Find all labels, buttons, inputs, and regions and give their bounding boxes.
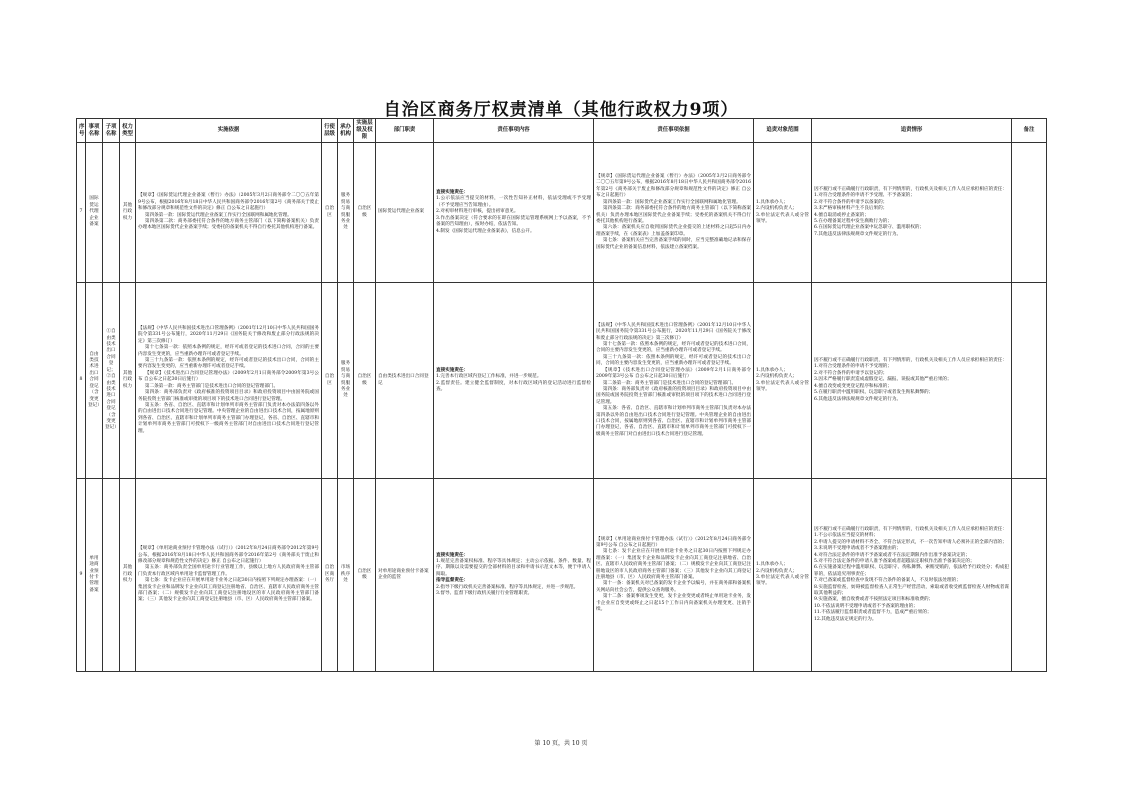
responsibility-label: 直接实施责任： [436,367,469,373]
paragraph: 3.单位法定代表人或分管领导。 [756,212,809,224]
implementation-scope: 自治区级 [354,143,376,283]
department-duty: 自由类技术进出口合同登记 [376,283,434,479]
column-header: 子项名称 [103,119,120,143]
paragraph: 4.擅自取消或停止备案的； [814,212,869,218]
paragraph: 第七条：发卡企业应在开展单用途卡业务之日起30日内按照下列规定办理备案：（一）集团发卡企业和品牌发卡企业向其工商登记注册地省、自治区、直辖市人民政府商务主管部门备案；（二）规模发卡企业向其工商登记注册地设区的市人民政府商务主管部门备案；（三）其他发卡企业向其工商登记注册地县（市、区）人民政府商务主管部门备案。 [596,549,751,580]
paragraph: 【规章】《技术进出口合同登记管理办法》（2009年2月1日商务部令2009年第3号公布 自公布之日起30日后施行） [596,367,751,380]
power-type: 其他行政权力 [120,143,136,283]
item-name: 自由类技术进出口合同登记（含变更登记） [86,283,103,479]
paragraph: 3.单位法定代表人或分管领导。 [756,575,809,587]
responsibility-label: 直接实施责任： [436,190,469,196]
paragraph: 6.在国际货运代理企业备案中玩忽职守、滥用职权的； [814,225,925,231]
paragraph: 3.未严格审核材料产生不良后果的； [814,206,888,212]
paragraph: 【法规】《中华人民共和国技术进出口管理条例》（2001年12月10日中华人民共和国国务院令第331号公布施行，2020年11月29日《国务院关于修改和废止部分行政法规的决定》第三次修订） [596,322,751,341]
paragraph: 3.单位法定代表人或分管领导。 [756,380,809,392]
department-duty: 对单用途商业预付卡备案企业的监管 [376,479,434,672]
responsibility-basis [594,479,754,672]
paragraph: 4.对符合法定条件的申请不予备案或者不在法定期限内作出准予备案决定的； [814,552,970,558]
paragraph: 8.实施监督检查，妨碍被监督检查人正常生产经营活动，索取或者收受被监督检查人财物或者谋取其他利益的； [814,584,1009,597]
paragraph: 1.具体承办人； [756,562,788,568]
column-header: 实施依据 [136,119,322,143]
responsibility-basis [594,143,754,283]
paragraph: 2.内设机构负责人； [756,206,798,212]
column-header: 序号 [77,119,86,143]
paragraph: 12.其他违反法定规定的行为。 [814,616,877,622]
paragraph: 第十七条第一款：依照本条例的规定，经许可或者登记的技术进口合同，合同的主要内容发生变更的，应当重新办理许可或者登记手续。 [138,345,319,357]
paragraph: 5.在办理备案过程中发生腐败行为的； [814,218,892,224]
column-header: 责任事项内容 [434,119,594,143]
paragraph: 第三十九条第一款：依照本条例的规定，经许可或者登记的技术出口合同，合同的主要内容发生变更的，应当重新办理许可或者登记手续。 [138,358,319,370]
paragraph: 【规章】《单用途商业预付卡管理办法（试行）》（2012年8月24日商务部令2012年第9号公布，根据2016年8月18日中华人民共和国商务部令2016年第2号《商务部关于废止和修改部分规章和规范性文件的决定》修正 自公布之日起施行） [138,546,319,564]
accountability-target [754,143,812,283]
paragraph: 指导监督责任： [436,578,469,584]
paragraph: 11.不依法履行监督职责或者监督不力，造成严重后果的； [814,610,932,616]
paragraph: 3.未说明不受理申请或者不予备案理由的； [814,546,902,552]
paragraph: 第六条：备案机关应自收到国际货代企业提交的上述材料之日起5日内办理备案手续，在《备案表》上加盖备案印章。 [596,225,751,237]
paragraph: 第四条：商务部负责对《政府核准的投资项目目录》和政府投资项目中由国务院或国务院投资主管部门核准或审批的项目项下的技术进口合同进行登记管理。 [138,390,319,402]
paragraph: 1.公示依法应当提交的材料，一次性告知补正材料，依法受理或不予受理（不予受理应当告知理由）。 [436,196,591,208]
sub-item-name: ①自由类技术出口合同登记；②自由类技术进口合同登记（含变更登记） [103,283,120,479]
column-header: 事项名称 [86,119,103,143]
item-name: 单用途商业预付卡管理备案 [86,479,103,672]
paragraph: 第十二条：备案事项发生变更，发卡企业变更或者终止单用途卡业务，发卡企业应自变更或终止之日起15个工作日内向备案机关办理变更、注销手续。 [596,594,751,613]
exercise-level: 自治区商务厅 [322,479,338,672]
legal-basis [136,143,322,283]
accountability-cases [812,143,1012,283]
paragraph: 第七条：发卡企业应在开展单用途卡业务之日起30日内按照下列规定办理备案：（一）集团发卡企业和品牌发卡企业向其工商登记注册地省、自治区、直辖市人民政府商务主管部门备案；（二）规模发卡企业向其工商登记注册地设区的市人民政府商务主管部门备案；（三）其他发卡企业向其工商登记注册地县（市、区）人民政府商务主管部门备案。 [138,578,319,603]
paragraph: 10.不依法说明不受理申请或者不予备案的理由的； [814,603,918,609]
paragraph: 【规章】《国际货运代理企业备案（暂行）办法》（2005年3月2日商务部令二〇〇五年第9号公布，根据2016年8月18日中华人民共和国商务部令2016年第2号《商务部关于废止和修改部分规章和规范性文件的决定》修正 自公布之日起施行） [138,193,319,212]
paragraph: 2.申请人提交的申请材料不齐全、不符合法定形式，不一次告知申请人必须补正的全部内容的； [814,539,1007,545]
paragraph: 【规章】《单用途商业预付卡管理办法（试行）》（2012年8月24日商务部令第9号公布 自公布之日起施行） [596,536,751,548]
remark [1012,143,1047,283]
table-row [77,479,1047,672]
power-type: 其他行政权力 [120,283,136,479]
column-header: 追责对象范围 [754,119,812,143]
column-header: 部门职责 [376,119,434,143]
paragraph: 7.其他违反法律法规规章文件规定的行为。 [814,231,902,237]
legal-basis [136,283,322,479]
paragraph: 3.因未严格履行职责造成虚假登记、漏报、误报或其他严重后果的； [814,377,952,383]
column-header: 实施层级及权限 [354,119,376,143]
table-body [77,143,1047,672]
paragraph: 第二条第一款：商务主管部门是技术进出口合同的登记管理部门。 [144,383,279,389]
column-header: 权力类型 [120,119,136,143]
paragraph: 5.在履行职责中滥用职权、玩忽职守或者发生徇私舞弊的； [814,390,934,396]
paragraph: 第五条：各省、自治区、直辖市和计划单列市商务主管部门负责对本办法第四条以外的自由进出口技术合同进行登记管理。中央管理企业的自由进出口技术合同，按属地原则到各省、自治区、直辖市和计划单列市商务主管部门办理登记，各省、自治区、直辖市和计划单列市商务主管部门可授权下一级商务主管部门对自由进出口技术合同进行登记管理。 [596,406,751,437]
accountability-cases [812,479,1012,672]
paragraph: 6.在实施备案过程中滥用职权、玩忽职守、徇私舞弊、索贿受贿的，依法给予行政处分；构成犯罪的，依法追究刑事责任； [814,565,1009,577]
paragraph: 第十一条：备案机关对已备案的发卡企业予以编号，并在商务部和备案机关网站向社会公告，提供公众查询服务。 [596,581,751,593]
paragraph: 4.制发《国际货运代理企业备案表》，信息公开。 [436,228,535,234]
paragraph: 1.规范完善备案权标准、程序等具体规定；主动公示依据、条件、数量、程序、期限以及需要提交的全部材料的目录和申请书示范文本等，便于申请人阅取。 [436,558,591,577]
paragraph: 2.监督责任。建立健全监督制度，对本行政区域内的登记活动进行监督检查。 [436,380,591,392]
table-header-row [77,119,1047,143]
paragraph: 1.不公示依法应当提交的材料； [814,533,879,539]
power-type: 其他行政权力 [120,479,136,672]
paragraph: 1.对符合受理条件的申请不予受理的； [814,364,892,370]
paragraph: 【规章】《国际货运代理企业备案（暂行）办法》（2005年3月2日商务部令二〇〇五年第9号公布，根据2016年8月18日中华人民共和国商务部令2016年第2号《商务部关于废止和修改部分规章和规范性文件的决定》修正 自公布之日起施行） [596,174,751,199]
paragraph: 5.对不符合法定条件的申请人准予备案或者超越法定职权作出准予备案决定的； [814,558,975,564]
paragraph: 3.作出备案决定（符合要求的在即在国际货运管理系统网上予以备案，不予备案的告知理由），按时办结，依法告知。 [436,215,591,228]
page-title: 自治区商务厅权责清单（其他行政权力9项） [383,100,739,120]
paragraph: 1.具体承办人； [756,367,788,373]
remark [1012,479,1047,672]
legal-basis [136,479,322,672]
exercise-level: 自治区 [322,143,338,283]
paragraph: 因不履行或不正确履行行政职责，有下列情形的，行政机关及相关工作人员应承担相应的责任： [814,526,1007,532]
paragraph: 因不履行或不正确履行行政职责，有下列情形的，行政机关及相关工作人员应承担相应的责任： [814,186,1007,192]
sub-item-name [103,479,120,672]
handling-org: 服务贸易与商贸服务业处 [338,283,354,479]
paragraph: 第四条第二款：商务部委托符合条件的地方商务主管部门（以下简称备案机关）负责办理本地区国际货代企业备案手续；受委托的备案机关不得自行委托其他机构进行备案。 [596,206,751,224]
paragraph: 第五条：各省、自治区、直辖市和计划单列市商务主管部门负责对本办法第四条以外的自由进出口技术合同进行登记管理。中央管理企业的自由进出口技术合同，按属地原则到各省、自治区、直辖市和计划单列市商务主管部门办理登记，各省、自治区、直辖市和计划单列市商务主管部门可授权下一级商务主管部门对自由进出口技术合同进行登记管理。 [138,402,319,434]
row-number: 7 [77,143,86,283]
paragraph: 第四条：商务部负责对《政府核准的投资项目目录》和政府投资项目中由国务院或国务院投资主管部门核准或审批的项目项下的技术进口合同进行登记管理。 [596,386,751,405]
paragraph: 1.对符合受理条件的申请不予受理、不予备案的； [814,193,915,199]
column-header: 承办机构 [338,119,354,143]
paragraph: 3.督导、监督下级行政机关履行行业管理职责。 [436,591,533,597]
paragraph: 7.对已备案或监督检查中发现不符合条件的备案人，不及时依法处理的； [814,578,961,584]
row-number: 9 [77,479,86,672]
paragraph: 2.内设机构负责人； [756,568,798,574]
paragraph: 因不履行或不正确履行行政职责，有下列情形的，行政机关及相关工作人员应承担相应的责任： [814,358,1007,364]
accountability-target [754,283,812,479]
paragraph: 2.对不符合条件的申请予以登记的； [814,370,888,376]
paragraph: 第四条第一款：国际货代企业备案工作实行全国联网和属地化管理。 [602,199,741,205]
paragraph: 第四条第一款：国际货运代理企业备案工作实行全国联网和属地化管理。 [144,212,292,218]
department-duty: 国际货运代理企业备案 [376,143,434,283]
exercise-level: 自治区 [322,283,338,479]
paragraph: 【法规】《中华人民共和国技术进出口管理条例》（2001年12月10日中华人民共和国国务院令第331号公布施行，2020年11月29日《国务院关于修改和废止部分行政法规的决定》第三次修订） [138,326,319,344]
item-name: 国际货运代理企业备案 [86,143,103,283]
implementation-scope: 自治区级 [354,283,376,479]
paragraph: 2.指导下级行政机关完善备案标准、程序等具体规定，并进一步规范。 [436,584,579,590]
row-number: 8 [77,283,86,479]
paragraph: 第五条：商务部负责全国单用途卡行业管理工作，县级以上地方人民政府商务主管部门负责本行政区域内单用途卡监督管理工作。 [138,565,319,577]
responsibility-content [434,283,594,479]
power-list-table [76,118,1047,672]
handling-org: 市场秩序处 [338,479,354,672]
responsibility-content [434,143,594,283]
responsibility-label: 直接实施责任： [436,552,469,558]
table-row [77,143,1047,283]
responsibility-content [434,479,594,672]
paragraph: 1.具体承办人； [756,199,788,205]
handling-org: 服务贸易与商贸服务业处 [338,143,354,283]
paragraph: 第七条：备案机关应当完善备案手续的同时，应当完整准确地记录和保存国际货代企业的备案信息材料，依法建立备案档案。 [596,238,751,250]
paragraph: 9.实施备案，擅自收费或者不按照法定项目和标准收费的； [814,597,934,603]
paragraph: 第三十九条第一款：依照本条例的规定，经许可或者登记的技术出口合同，合同的主要内容发生变更的，应当重新办理许可或者登记手续。 [596,354,751,367]
paragraph: 2.对初审材料进行审核，提出初审意见。 [436,209,519,215]
column-header: 备注 [1012,119,1047,143]
paragraph: 4.擅自改变或变更登记程序和标准的； [814,383,892,389]
column-header: 行使层级 [322,119,338,143]
paragraph: 2.对不符合条件的申请予以备案的； [814,199,888,205]
paragraph: 1.完善本行政区域内登记工作标准，并进一步规范。 [436,374,542,380]
accountability-cases [812,283,1012,479]
responsibility-basis [594,283,754,479]
paragraph: 2.内设机构负责人； [756,374,798,380]
accountability-target [754,479,812,672]
remark [1012,283,1047,479]
paragraph: 6.其他违反法律法规规章文件规定的行为。 [814,396,902,402]
implementation-scope: 自治区级 [354,479,376,672]
column-header: 追责情形 [812,119,1012,143]
paragraph: 第十七条第一款：依照本条例的规定，经许可或者登记的技术进口合同，合同的主要内容发生变更的，应当重新办理许可或者登记手续。 [596,342,751,354]
sub-item-name [103,143,120,283]
paragraph: 第二条第一款：商务主管部门是技术进出口合同的登记管理部门。 [602,380,737,386]
table-row [77,283,1047,479]
column-header: 责任事项依据 [594,119,754,143]
paragraph: 【规章】《技术进出口合同登记管理办法》（2009年2月1日商务部令2009年第3号公布 自公布之日起30日后施行） [138,370,319,383]
page-footer: 第 10 页，共 10 页 [534,740,588,747]
paragraph: 第四条第二款：商务部委托符合条件的地方商务主管部门（以下简称备案机关）负责办理本地区国际货代企业备案手续；受委托的备案机关不得自行委托其他机构进行备案。 [138,218,319,231]
